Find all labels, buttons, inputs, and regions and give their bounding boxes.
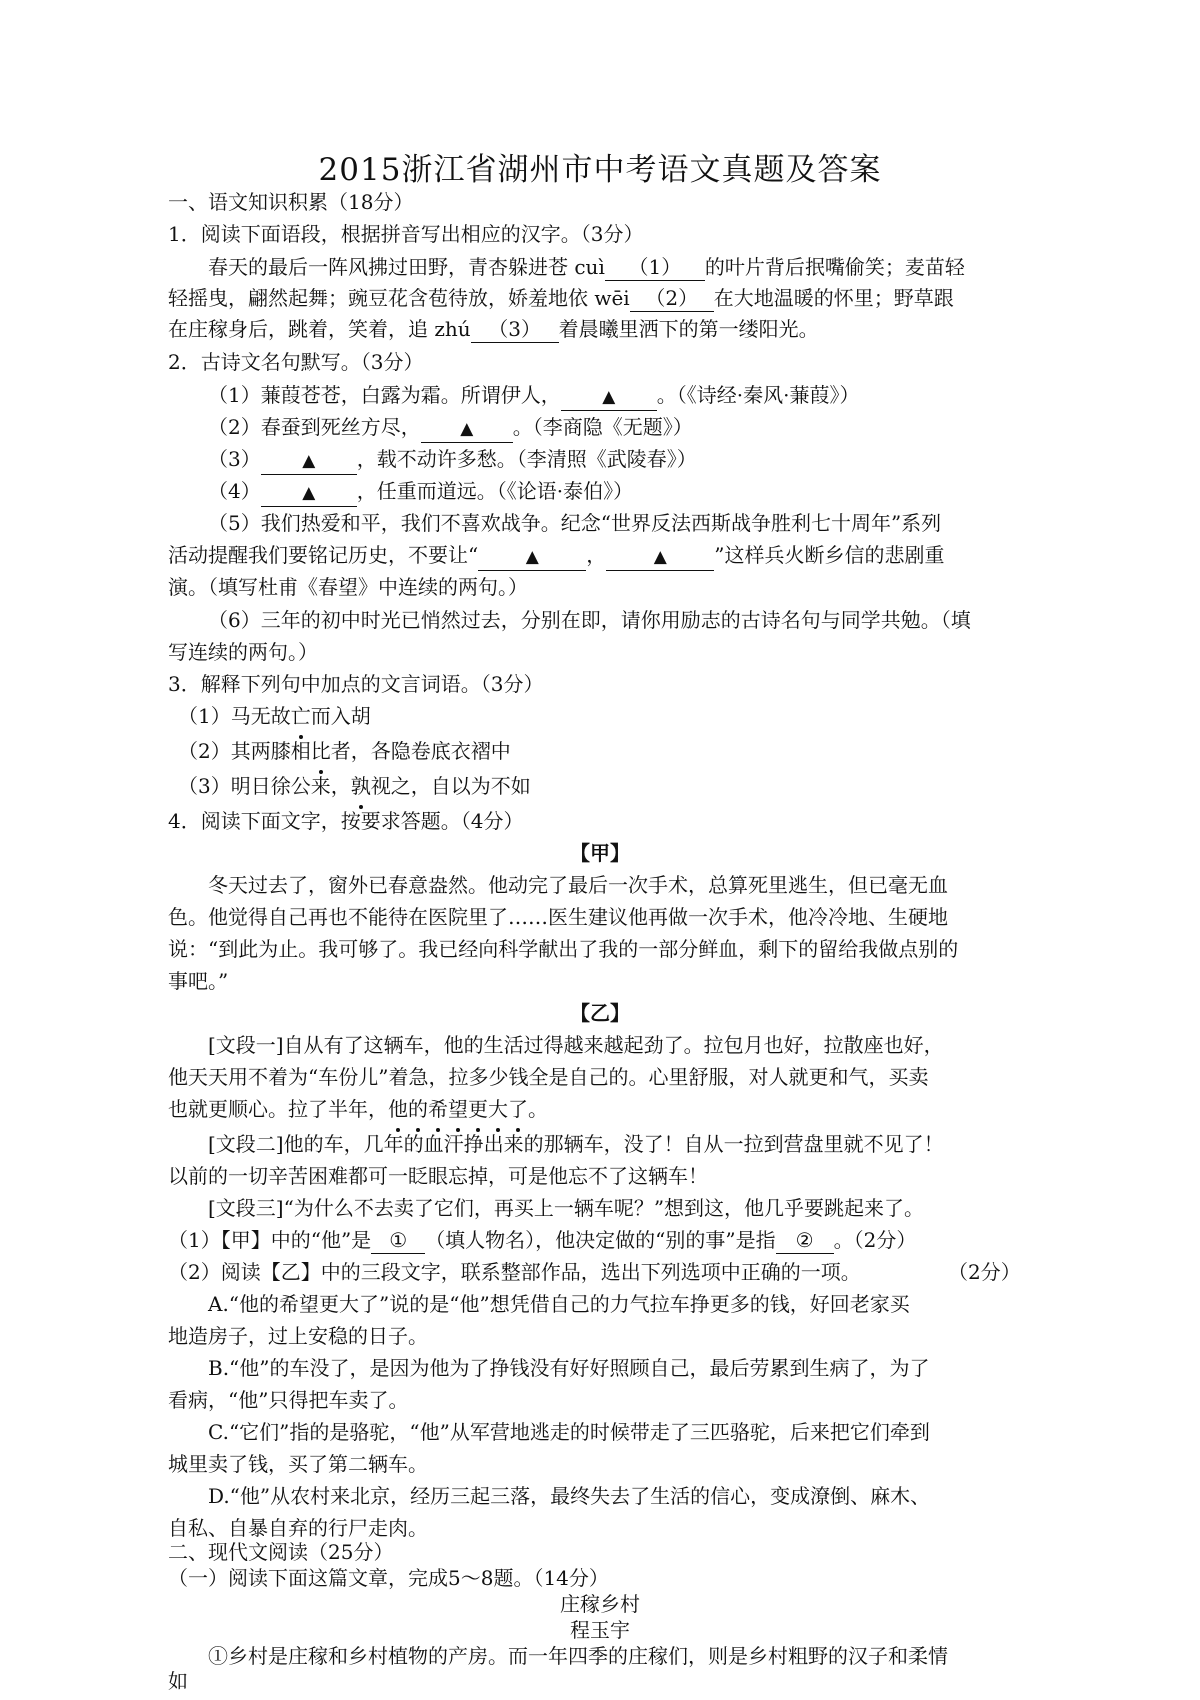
poem-item-4 bbox=[208, 475, 633, 507]
answer-blank: ② bbox=[776, 1227, 834, 1254]
poem-item-2 bbox=[208, 411, 693, 443]
passage-yi-line-4: [文段二]他的车，几年的血汗挣出来的那辆车，没了！自从一拉到营盘里就不见了！ bbox=[208, 1132, 944, 1156]
item-text: 活动提醒我们要铭记历史，不要让“ bbox=[168, 543, 479, 567]
article-paragraph-1-cont: 如 bbox=[168, 1669, 188, 1693]
answer-blank bbox=[478, 542, 586, 571]
classical-item-3 bbox=[178, 770, 531, 802]
sub-question-2-points: （2分） bbox=[948, 1260, 1021, 1284]
poem-item-1 bbox=[208, 379, 859, 411]
poem-item-6-line-1: （6）三年的初中时光已悄然过去，分别在即，请你用励志的古诗名句与同学共勉。（填 bbox=[208, 608, 971, 632]
item-text: ，载不动许多愁。（李清照《武陵春》） bbox=[356, 447, 697, 471]
option-c-line-2: 城里卖了钱，买了第二辆车。 bbox=[168, 1452, 428, 1476]
item-text: ”这样兵火断乡信的悲剧重 bbox=[714, 543, 945, 567]
answer-blank bbox=[261, 478, 357, 507]
q1-text: 在大地温暖的怀里；野草跟 bbox=[713, 286, 954, 310]
classical-item-1 bbox=[178, 700, 371, 732]
dotted-word: 的 bbox=[408, 1093, 428, 1125]
section-heading-2: 二、现代文阅读（25分） bbox=[168, 1540, 394, 1564]
article-paragraph-1: ①乡村是庄稼和乡村植物的产房。而一年四季的庄稼们，则是乡村粗野的汉子和柔情 bbox=[208, 1644, 948, 1668]
page-title: 2015浙江省湖州市中考语文真题及答案 bbox=[318, 152, 882, 188]
passage-jia-line-2: 色。他觉得自己再也不能待在医院里了……医生建议他再做一次手术，他冷冷地、生硬地 bbox=[168, 905, 948, 929]
triangle-icon: ▲ bbox=[302, 483, 316, 503]
dotted-word: 希 bbox=[428, 1093, 448, 1125]
item-text: 而入胡 bbox=[310, 704, 371, 728]
answer-blank: ① bbox=[371, 1227, 425, 1254]
triangle-icon: ▲ bbox=[460, 419, 474, 439]
passage-yi-line-2: 他天天用不着为“车份儿”着急，拉多少钱全是自己的。心里舒服，对人就更和气，买卖 bbox=[168, 1065, 929, 1089]
article-author: 程玉宇 bbox=[570, 1618, 630, 1642]
option-d-line-1: D.“他”从农村来北京，经历三起三落，最终失去了生活的信心，变成潦倒、麻木、 bbox=[208, 1484, 931, 1508]
item-text: 。（李商隐《无题》） bbox=[512, 415, 693, 439]
item-text: （1）蒹葭苍苍，白露为霜。所谓伊人， bbox=[208, 383, 561, 407]
dotted-word: 望 bbox=[448, 1093, 468, 1125]
triangle-icon: ▲ bbox=[602, 387, 616, 407]
question-1-line-3 bbox=[168, 313, 819, 345]
passage-jia-line-1: 冬天过去了，窗外已春意盎然。他动完了最后一次手术，总算死里逃生，但已毫无血 bbox=[208, 873, 948, 897]
option-a-line-1: A.“他的希望更大了”说的是“他”想凭借自己的力气拉车挣更多的钱，好回老家买 bbox=[208, 1292, 910, 1316]
dotted-word: 孰 bbox=[351, 770, 371, 802]
answer-blank: （2） bbox=[630, 285, 714, 312]
answer-blank bbox=[561, 382, 657, 411]
item-text: 者，各隐卷底衣褶中 bbox=[330, 739, 511, 763]
question-2-heading: 2．古诗文名句默写。（3分） bbox=[168, 350, 424, 374]
dotted-word: 大 bbox=[488, 1093, 508, 1125]
passage-yi-label: 【乙】 bbox=[570, 1001, 630, 1025]
item-text: （4） bbox=[208, 479, 261, 503]
item-text: （2）其两膝相 bbox=[178, 739, 311, 763]
dotted-word: 亡 bbox=[291, 700, 311, 732]
option-a-line-2: 地造房子，过上安稳的日子。 bbox=[168, 1324, 428, 1348]
passage-jia-line-3: 说：“到此为止。我可够了。我已经向科学献出了我的一部分鲜血，剩下的留给我做点别的 bbox=[168, 937, 959, 961]
classical-item-2 bbox=[178, 735, 511, 767]
q1-text: 着晨曦里洒下的第一缕阳光。 bbox=[558, 317, 819, 341]
item-text: ， bbox=[586, 543, 607, 567]
item-text: （1）马无故 bbox=[178, 704, 291, 728]
answer-blank: （1） bbox=[605, 254, 705, 281]
question-1-line-2 bbox=[168, 282, 954, 314]
triangle-icon: ▲ bbox=[653, 547, 667, 567]
answer-blank: （3） bbox=[471, 316, 559, 343]
sub-question-1 bbox=[168, 1224, 916, 1256]
poem-item-5-line-1: （5）我们热爱和平，我们不喜欢战争。纪念“世界反法西斯战争胜利七十周年”系列 bbox=[208, 511, 942, 535]
poem-item-6-line-2: 写连续的两句。） bbox=[168, 640, 318, 664]
poem-item-3 bbox=[208, 443, 697, 475]
option-b-line-1: B.“他”的车没了，是因为他为了挣钱没有好好照顾自己，最后劳累到生病了，为了 bbox=[208, 1356, 930, 1380]
item-text: ，任重而道远。（《论语·泰伯》） bbox=[356, 479, 634, 503]
item-text: 。（2分） bbox=[833, 1228, 917, 1252]
poem-item-5-line-2 bbox=[168, 539, 944, 571]
passage-yi-line-6: [文段三]“为什么不去卖了它们，再买上一辆车呢？”想到这，他几乎要跳起来了。 bbox=[208, 1196, 925, 1220]
triangle-icon: ▲ bbox=[525, 547, 539, 567]
item-text: （3） bbox=[208, 447, 261, 471]
answer-blank bbox=[261, 446, 357, 475]
poem-item-5-line-3: 演。（填写杜甫《春望》中连续的两句。） bbox=[168, 575, 528, 599]
sub-question-2 bbox=[168, 1256, 861, 1288]
item-text: （2）阅读【乙】中的三段文字，联系整部作品，选出下列选项中正确的一项。 bbox=[168, 1260, 861, 1284]
option-c-line-1: C.“它们”指的是骆驼，“他”从军营地逃走的时候带走了三匹骆驼，后来把它们牵到 bbox=[208, 1420, 930, 1444]
answer-blank bbox=[606, 542, 714, 571]
dotted-word: 更 bbox=[468, 1093, 488, 1125]
q1-text: 轻摇曳，翩然起舞；豌豆花含苞待放，娇羞地依 wēi bbox=[168, 286, 630, 310]
passage-jia-label: 【甲】 bbox=[570, 841, 630, 865]
question-3-heading: 3．解释下列句中加点的文言词语。（3分） bbox=[168, 672, 544, 696]
q1-text: 春天的最后一阵风拂过田野，青杏躲进苍 cuì bbox=[208, 255, 605, 279]
item-text: （3）明日徐公来， bbox=[178, 774, 351, 798]
item-text: （1）【甲】中的“他”是 bbox=[168, 1228, 372, 1252]
question-4-heading: 4．阅读下面文字，按要求答题。（4分） bbox=[168, 809, 524, 833]
item-text: 。（《诗经·秦风·蒹葭》） bbox=[656, 383, 860, 407]
article-title: 庄稼乡村 bbox=[560, 1592, 640, 1616]
dotted-word: 比 bbox=[311, 735, 331, 767]
item-text: 。 bbox=[528, 1097, 548, 1121]
dotted-word: 了 bbox=[508, 1093, 528, 1125]
item-text: （2）春蚕到死丝方尽， bbox=[208, 415, 421, 439]
passage-yi-line-3 bbox=[168, 1093, 548, 1125]
q1-text: 的叶片背后抿嘴偷笑；麦苗轻 bbox=[704, 255, 965, 279]
reading-1-heading: （一）阅读下面这篇文章，完成5～8题。（14分） bbox=[168, 1566, 609, 1590]
question-1-heading: 1．阅读下面语段，根据拼音写出相应的汉字。（3分） bbox=[168, 222, 644, 246]
q1-text: 在庄稼身后，跳着，笑着，追 zhú bbox=[168, 317, 471, 341]
passage-yi-line-1: [文段一]自从有了这辆车，他的生活过得越来越起劲了。拉包月也好，拉散座也好， bbox=[208, 1033, 944, 1057]
section-heading-1: 一、语文知识积累（18分） bbox=[168, 190, 414, 214]
passage-yi-line-5: 以前的一切辛苦困难都可一眨眼忘掉，可是他忘不了这辆车！ bbox=[168, 1164, 708, 1188]
option-d-line-2: 自私、自暴自弃的行尸走肉。 bbox=[168, 1516, 428, 1540]
answer-blank bbox=[421, 414, 513, 443]
item-text: 视之，自以为不如 bbox=[370, 774, 531, 798]
item-text: （填人物名），他决定做的“别的事”是指 bbox=[425, 1228, 776, 1252]
triangle-icon: ▲ bbox=[302, 451, 316, 471]
passage-jia-line-4: 事吧。” bbox=[168, 969, 229, 993]
question-1-line-1 bbox=[208, 251, 965, 283]
option-b-line-2: 看病，“他”只得把车卖了。 bbox=[168, 1388, 409, 1412]
dotted-word: 他 bbox=[388, 1093, 408, 1125]
item-text: 也就更顺心。拉了半年， bbox=[168, 1097, 388, 1121]
